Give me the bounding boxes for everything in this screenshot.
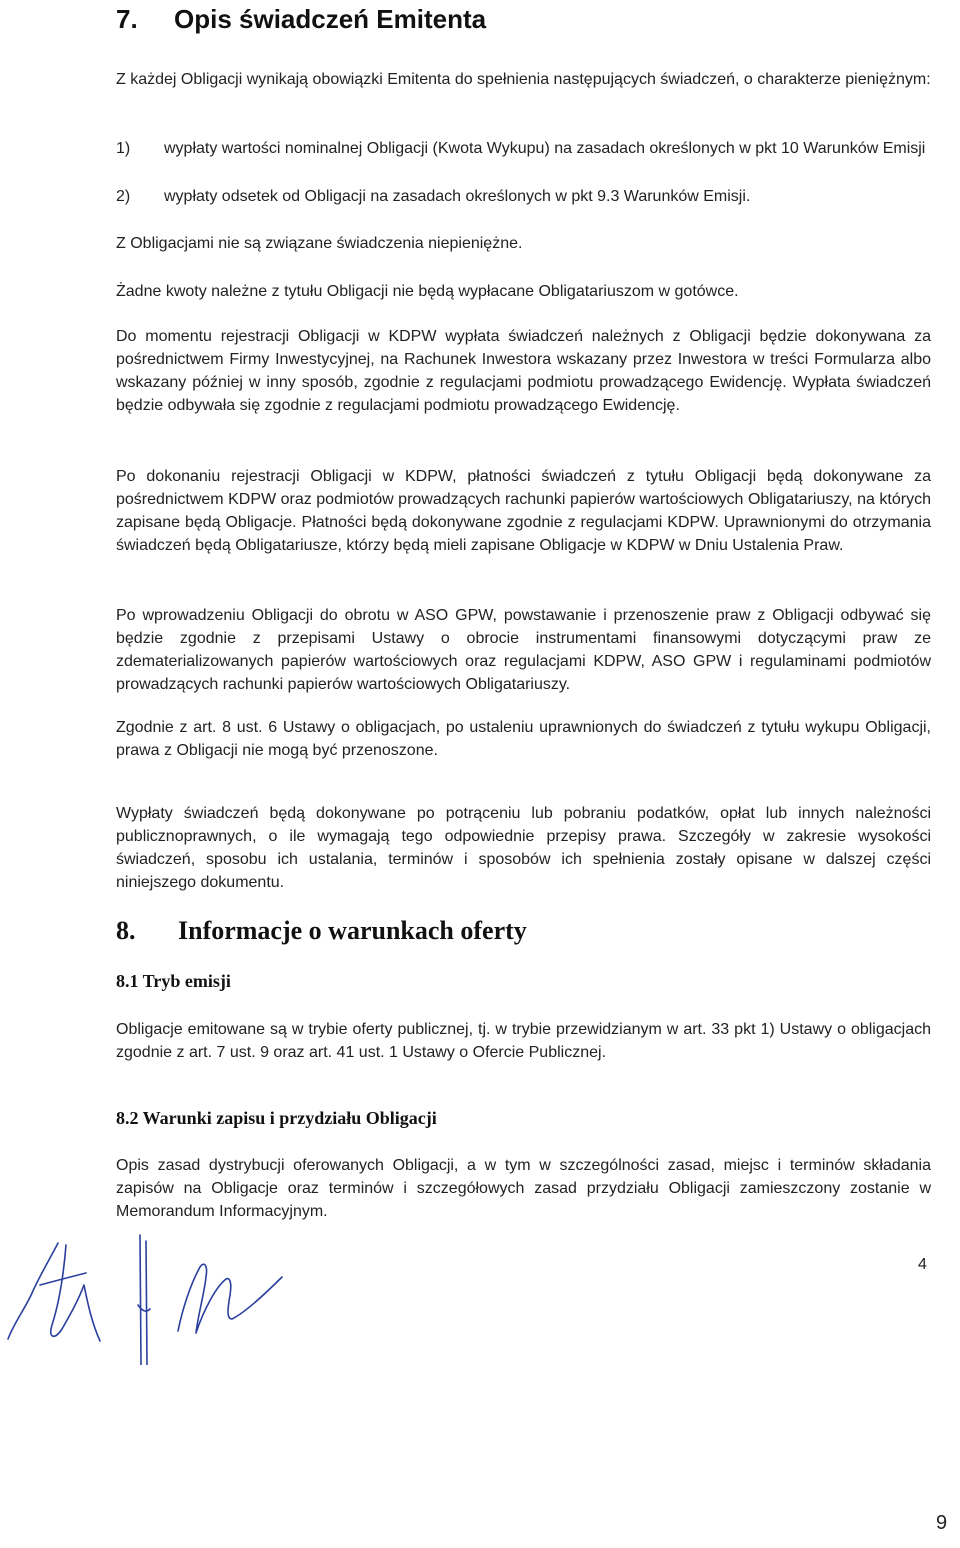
- list-item-number: 2): [116, 188, 131, 205]
- section-title: Informacje o warunkach oferty: [178, 916, 527, 945]
- section-number: 8.: [116, 916, 136, 945]
- paragraph: Po dokonaniu rejestracji Obligacji w KDPW, płatności świadczeń z tytułu Obligacji będą dokonywane za pośrednictwem KDPW oraz podmiotów prowadzących rachunki papierów wartościowych Obligatariuszy, na których zapisane będą Obligacje. Płatności będą dokonywane zgodnie z regulacjami KDPW. Uprawnionymi do otrzymania świadczeń będą Obligatariusze, którzy będą mieli zapisane Obligacje w KDPW w Dniu Ustalenia Praw.: [116, 468, 931, 554]
- paragraph: Do momentu rejestracji Obligacji w KDPW wypłata świadczeń należnych z Obligacji będzie dokonywana za pośrednictwem Firmy Inwestycyjnej, na Rachunek Inwestora wskazany przez Inwestora w treści Formularza albo wskazany później w inny sposób, zgodnie z regulacjami podmiotu prowadzącego Ewidencję. Wypłata świadczeń będzie odbywała się zgodnie z regulacjami podmiotu prowadzącego Ewidencję.: [116, 328, 931, 414]
- paragraph: Zgodnie z art. 8 ust. 6 Ustawy o obligacjach, po ustaleniu uprawnionych do świadczeń z tytułu wykupu Obligacji, prawa z Obligacji nie mogą być przenoszone.: [116, 719, 931, 759]
- paragraph: Z Obligacjami nie są związane świadczenia niepieniężne.: [116, 235, 523, 252]
- section-number: 7.: [116, 4, 138, 34]
- list-item-text: wypłaty wartości nominalnej Obligacji (Kwota Wykupu) na zasadach określonych w pkt 10 Warunków Emisji: [164, 140, 926, 157]
- paragraph: Wypłaty świadczeń będą dokonywane po potrąceniu lub pobraniu podatków, opłat lub innych należności publicznoprawnych, o ile wymagają tego odpowiednie przepisy prawa. Szczegóły w zakresie wysokości świadczeń, sposobu ich ustalania, terminów i sposobów ich spełnienia zostały opisane w dalszej części niniejszego dokumentu.: [116, 805, 931, 891]
- handwritten-signature: [0, 1215, 330, 1365]
- paragraph: Po wprowadzeniu Obligacji do obrotu w ASO GPW, powstawanie i przenoszenie praw z Obligacji odbywać się będzie zgodnie z przepisami Ustawy o obrocie instrumentami finansowymi dotyczącymi praw ze zdematerializowanych papierów wartościowych oraz regulacjami KDPW, ASO GPW i regulaminami podmiotów prowadzących rachunki papierów wartościowych Obligatariuszy.: [116, 607, 931, 693]
- paragraph: Opis zasad dystrybucji oferowanych Obligacji, a w tym w szczególności zasad, miejsc i terminów składania zapisów na Obligacje oraz terminów i szczegółowych zasad przydziału Obligacji zamieszczony zostanie w Memorandum Informacyjnym.: [116, 1157, 931, 1220]
- intro-paragraph: Z każdej Obligacji wynikają obowiązki Emitenta do spełnienia następujących świadczeń, o charakterze pieniężnym:: [116, 71, 931, 88]
- inner-page-number: 4: [918, 1256, 927, 1273]
- subsection-heading: 8.1 Tryb emisji: [116, 971, 231, 991]
- list-item-text: wypłaty odsetek od Obligacji na zasadach określonych w pkt 9.3 Warunków Emisji.: [164, 188, 751, 205]
- list-item: [116, 185, 931, 208]
- paragraph: Żadne kwoty należne z tytułu Obligacji nie będą wypłacane Obligatariuszom w gotówce.: [116, 283, 739, 300]
- subsection-heading: 8.2 Warunki zapisu i przydziału Obligacji: [116, 1108, 437, 1128]
- paragraph: Obligacje emitowane są w trybie oferty publicznej, tj. w trybie przewidzianym w art. 33 pkt 1) Ustawy o obligacjach zgodnie z art. 7 ust. 9 oraz art. 41 ust. 1 Ustawy o Ofercie Publicznej.: [116, 1021, 931, 1061]
- page-number: 9: [936, 1512, 948, 1534]
- section-title: Opis świadczeń Emitenta: [174, 4, 487, 34]
- list-item: [116, 137, 931, 160]
- section-8-heading: [116, 916, 527, 946]
- section-7-heading: [116, 4, 486, 35]
- list-item-number: 1): [116, 140, 131, 157]
